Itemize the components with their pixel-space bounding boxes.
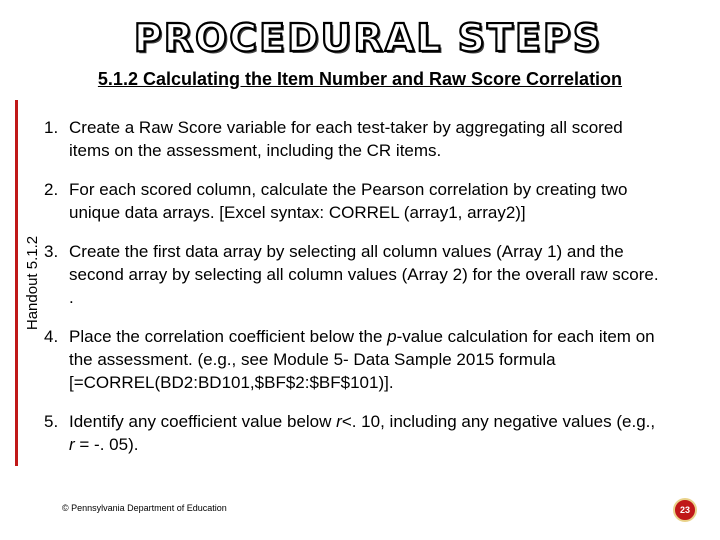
step-text: Create the first data array by selecting all column values (Array 1) and the second array by selecting all column values (Array 2) for the overall raw score. .: [69, 242, 659, 307]
step-text: Identify any coefficient value below r<. 10, including any negative values (e.g., r = -. 05).: [69, 412, 656, 454]
page-number-badge: [673, 498, 697, 522]
step-text: Create a Raw Score variable for each test-taker by aggregating all scored items on the assessment, including the CR items.: [69, 118, 623, 160]
step-item: [44, 178, 674, 224]
copyright-footer: © Pennsylvania Department of Education: [62, 503, 227, 513]
step-number: 2.: [44, 180, 59, 199]
step-number: 1.: [44, 118, 59, 137]
step-item: [44, 410, 674, 456]
step-number: 3.: [44, 242, 59, 261]
step-text: Place the correlation coefficient below the p-value calculation for each item on the assessment. (e.g., see Module 5- Data Sample 2015 formula [=CORREL(BD2:BD101,$BF$2:$BF$101)].: [69, 327, 655, 392]
step-number: 5.: [44, 412, 59, 431]
page-title: PROCEDURAL STEPS: [133, 16, 603, 60]
page-number: 23: [679, 505, 690, 515]
side-handout-text: Handout 5.1.2: [24, 235, 41, 331]
section-subtitle: 5.1.2 Calculating the Item Number and Raw Score Correlation: [97, 69, 623, 89]
step-number: 4.: [44, 327, 59, 346]
step-item: [44, 240, 674, 309]
step-item: [44, 325, 674, 394]
step-item: [44, 116, 674, 162]
steps-list: [44, 116, 674, 456]
step-text: For each scored column, calculate the Pearson correlation by creating two unique data arrays. [Excel syntax: CORREL (array1, array2)]: [69, 180, 628, 222]
side-accent-bar: [15, 100, 18, 466]
